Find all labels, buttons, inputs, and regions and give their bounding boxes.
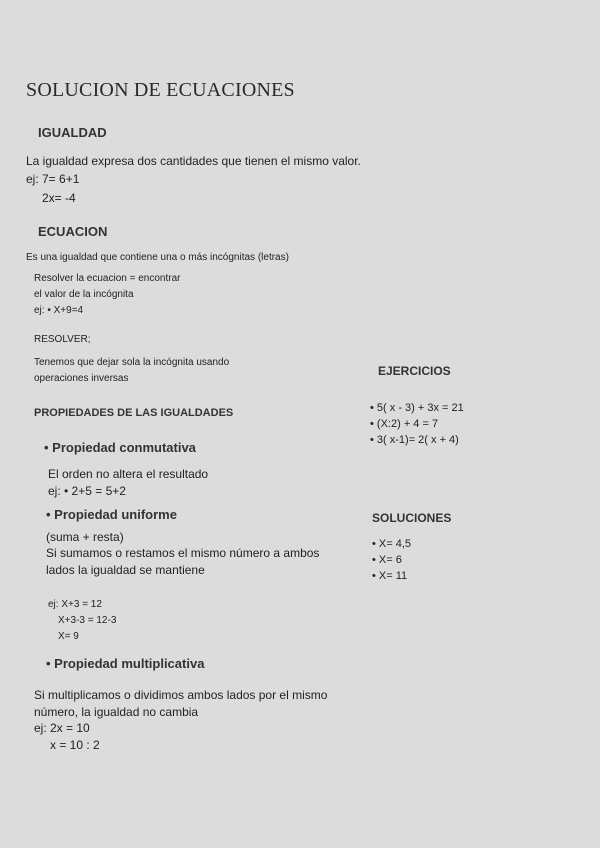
multiplicativa-line-1: Si multiplicamos o dividimos ambos lados por el mismo bbox=[34, 688, 328, 702]
inversas-line-1: Tenemos que dejar sola la incógnita usando bbox=[34, 357, 230, 368]
list-item: • 3( x-1)= 2( x + 4) bbox=[370, 432, 464, 448]
resolver-line-2: el valor de la incógnita bbox=[34, 289, 134, 300]
ejercicios-heading: EJERCICIOS bbox=[378, 364, 451, 378]
list-item: • X= 11 bbox=[372, 568, 411, 584]
list-item: • X= 4,5 bbox=[372, 536, 411, 552]
resolver-line-1: Resolver la ecuacion = encontrar bbox=[34, 273, 181, 284]
ecuacion-example: ej: • X+9=4 bbox=[34, 305, 84, 316]
multiplicativa-example-1: ej: 2x = 10 bbox=[34, 721, 90, 735]
ejercicios-list bbox=[370, 400, 464, 448]
conmutativa-line-1: El orden no altera el resultado bbox=[48, 467, 209, 481]
uniforme-title: • Propiedad uniforme bbox=[46, 507, 177, 522]
multiplicativa-title: • Propiedad multiplicativa bbox=[46, 656, 205, 671]
resolver-label: RESOLVER; bbox=[34, 334, 91, 345]
page-title: SOLUCION DE ECUACIONES bbox=[26, 79, 295, 101]
uniforme-line-2: Si sumamos o restamos el mismo número a ambos bbox=[46, 546, 320, 560]
igualdad-example-2: 2x= -4 bbox=[42, 191, 76, 205]
conmutativa-title: • Propiedad conmutativa bbox=[44, 440, 196, 455]
list-item: • 5( x - 3) + 3x = 21 bbox=[370, 400, 464, 416]
igualdad-heading: IGUALDAD bbox=[38, 125, 107, 140]
ecuacion-text: Es una igualdad que contiene una o más incógnitas (letras) bbox=[26, 252, 289, 263]
soluciones-heading: SOLUCIONES bbox=[372, 511, 452, 525]
multiplicativa-example-2: x = 10 : 2 bbox=[50, 738, 100, 752]
list-item: • X= 6 bbox=[372, 552, 411, 568]
igualdad-example-1: ej: 7= 6+1 bbox=[26, 172, 80, 186]
uniforme-line-3: lados la igualdad se mantiene bbox=[46, 563, 205, 577]
conmutativa-line-2: ej: • 2+5 = 5+2 bbox=[48, 484, 126, 498]
uniforme-example-3: X= 9 bbox=[58, 631, 79, 642]
multiplicativa-line-2: número, la igualdad no cambia bbox=[34, 705, 199, 719]
uniforme-example-2: X+3-3 = 12-3 bbox=[58, 615, 117, 626]
uniforme-example-1: ej: X+3 = 12 bbox=[48, 599, 102, 610]
igualdad-text: La igualdad expresa dos cantidades que tienen el mismo valor. bbox=[26, 154, 361, 168]
ecuacion-heading: ECUACION bbox=[38, 224, 108, 239]
propiedades-heading: PROPIEDADES DE LAS IGUALDADES bbox=[34, 407, 234, 419]
uniforme-line-1: (suma + resta) bbox=[46, 530, 124, 544]
list-item: • (X:2) + 4 = 7 bbox=[370, 416, 464, 432]
soluciones-list bbox=[372, 536, 411, 584]
inversas-line-2: operaciones inversas bbox=[34, 373, 129, 384]
